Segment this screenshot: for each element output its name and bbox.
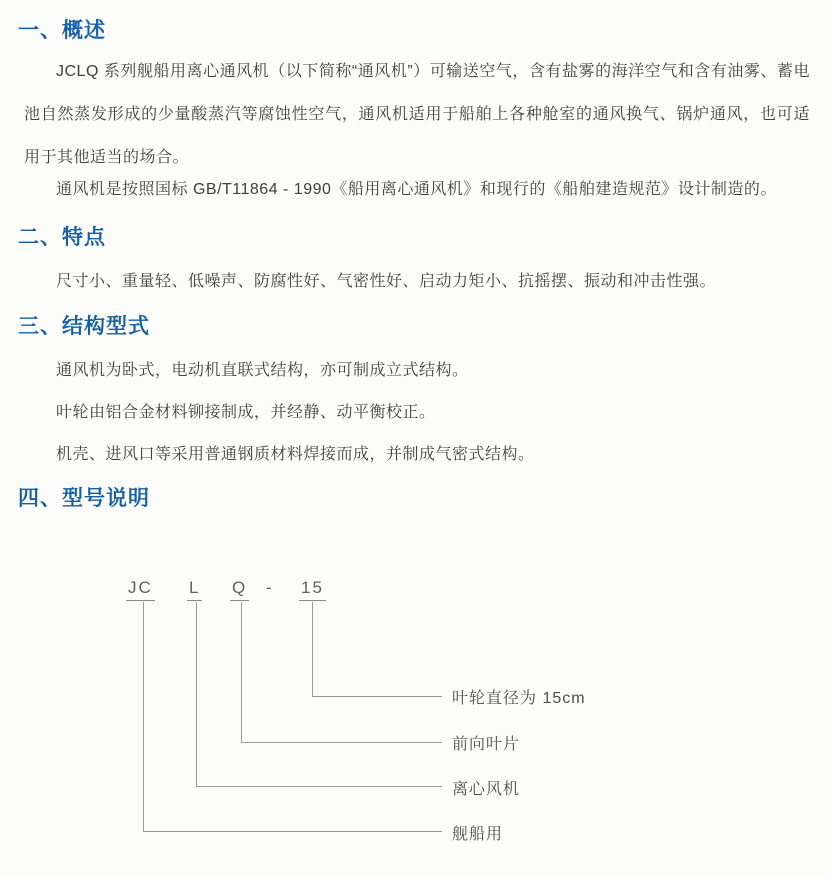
section-heading-features: 二、特点 [18, 226, 106, 249]
leader-hline-diameter [312, 696, 442, 697]
features-paragraph: 尺寸小、重量轻、低噪声、防腐性好、气密性好、启动力矩小、抗摇摆、振动和冲击性强。 [56, 273, 717, 290]
leader-hline-ship [143, 831, 442, 832]
model-code-q: Q [230, 578, 249, 601]
structure-paragraph-2: 叶轮由铝合金材料铆接制成，并经静、动平衡校正。 [56, 404, 436, 421]
leader-hline-blade [241, 742, 442, 743]
leader-vline-num [312, 602, 313, 696]
diagram-label-ship: 舰船用 [452, 826, 504, 843]
leader-hline-fan [196, 786, 442, 787]
leader-vline-jc [143, 602, 144, 831]
leader-vline-q [241, 602, 242, 742]
section-heading-structure: 三、结构型式 [18, 315, 150, 338]
overview-paragraph-1: JCLQ 系列舰船用离心通风机（以下简称“通风机”）可输送空气，含有盐雾的海洋空气和含有油雾、蓄电池自然蒸发形成的少量酸蒸汽等腐蚀性空气，通风机适用于船舶上各种舱室的通风换气、锅炉通风，也可适用于其他适当的场合。 [24, 63, 810, 166]
diagram-label-blade: 前向叶片 [452, 736, 521, 753]
section-heading-model: 四、型号说明 [18, 487, 150, 510]
diagram-label-fan: 离心风机 [452, 781, 521, 798]
model-code-num: 15 [299, 578, 326, 601]
diagram-label-diameter: 叶轮直径为 15cm [452, 690, 586, 707]
model-code-dash: - [266, 578, 272, 597]
structure-paragraph-1: 通风机为卧式，电动机直联式结构，亦可制成立式结构。 [56, 362, 469, 379]
model-code-l: L [187, 578, 202, 601]
leader-vline-l [196, 602, 197, 786]
model-code-jc: JC [126, 578, 155, 601]
structure-paragraph-3: 机壳、进风口等采用普通钢质材料焊接而成，并制成气密式结构。 [56, 446, 535, 463]
section-heading-overview: 一、概述 [18, 19, 106, 42]
overview-paragraph-2: 通风机是按照国标 GB/T11864 - 1990《船用离心通风机》和现行的《船舶建造规范》设计制造的。 [56, 181, 777, 198]
